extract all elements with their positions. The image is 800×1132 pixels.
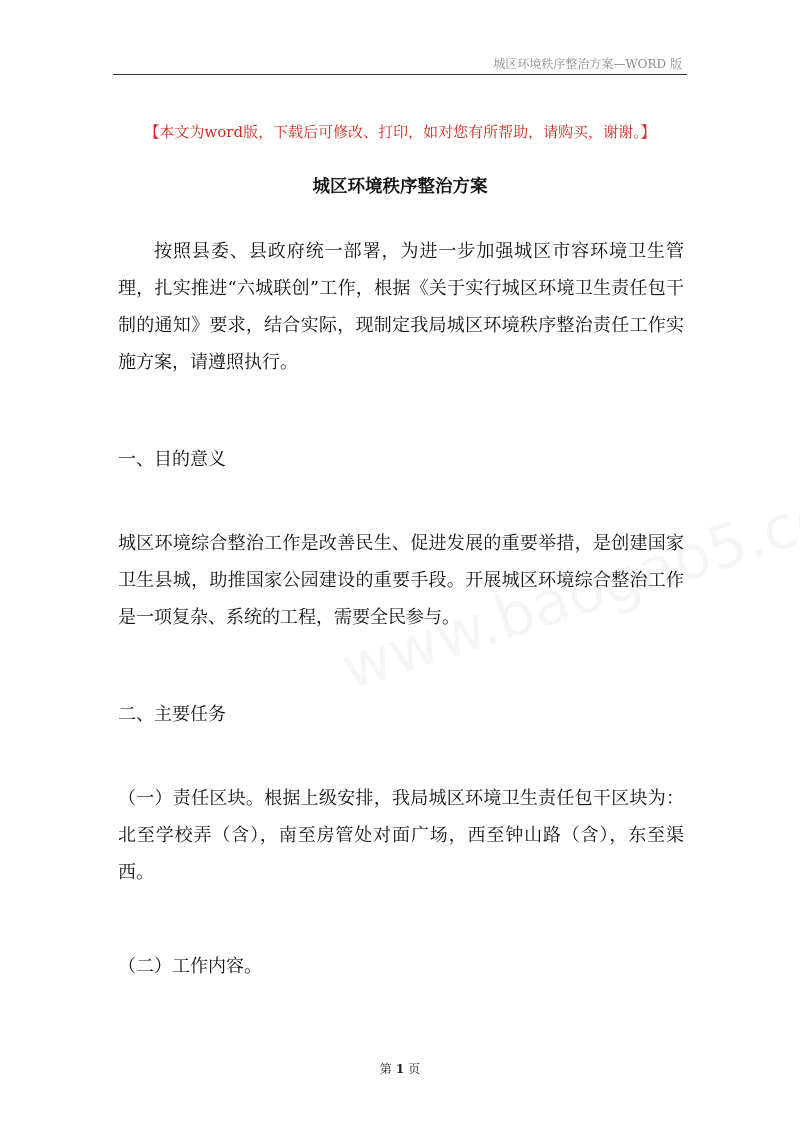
header-divider	[113, 74, 687, 75]
running-header: 城区环境秩序整治方案—WORD 版	[493, 57, 682, 71]
purpose-paragraph: 城区环境综合整治工作是改善民生、促进发展的重要举措，是创建国家卫生县城，助推国家公园建设的重要手段。开展城区环境综合整治工作是一项复杂、系统的工程，需要全民参与。	[118, 533, 684, 628]
document-title: 城区环境秩序整治方案	[312, 177, 488, 197]
purchase-notice: 【本文为word版，下载后可修改、打印，如对您有所帮助，请购买，谢谢。】	[144, 123, 656, 141]
section-heading-tasks: 二、主要任务	[118, 704, 226, 725]
page-prefix: 第	[379, 1062, 392, 1076]
page-footer	[0, 1060, 800, 1077]
page-number: 1	[395, 1062, 405, 1076]
section-heading-purpose: 一、目的意义	[118, 449, 226, 470]
page-suffix: 页	[408, 1062, 421, 1076]
task-item-work-content: （二）工作内容。	[118, 956, 262, 977]
intro-paragraph: 按照县委、县政府统一部署，为进一步加强城区市容环境卫生管理，扎实推进“六城联创”工作，根据《关于实行城区环境卫生责任包干制的通知》要求，结合实际，现制定我局城区环境秩序整治责任工作实施方案，请遵照执行。	[118, 241, 684, 373]
task-item-responsibility-area: （一）责任区块。根据上级安排，我局城区环境卫生责任包干区块为：北至学校弄（含），南至房管处对面广场，西至钟山路（含），东至渠西。	[118, 788, 684, 883]
